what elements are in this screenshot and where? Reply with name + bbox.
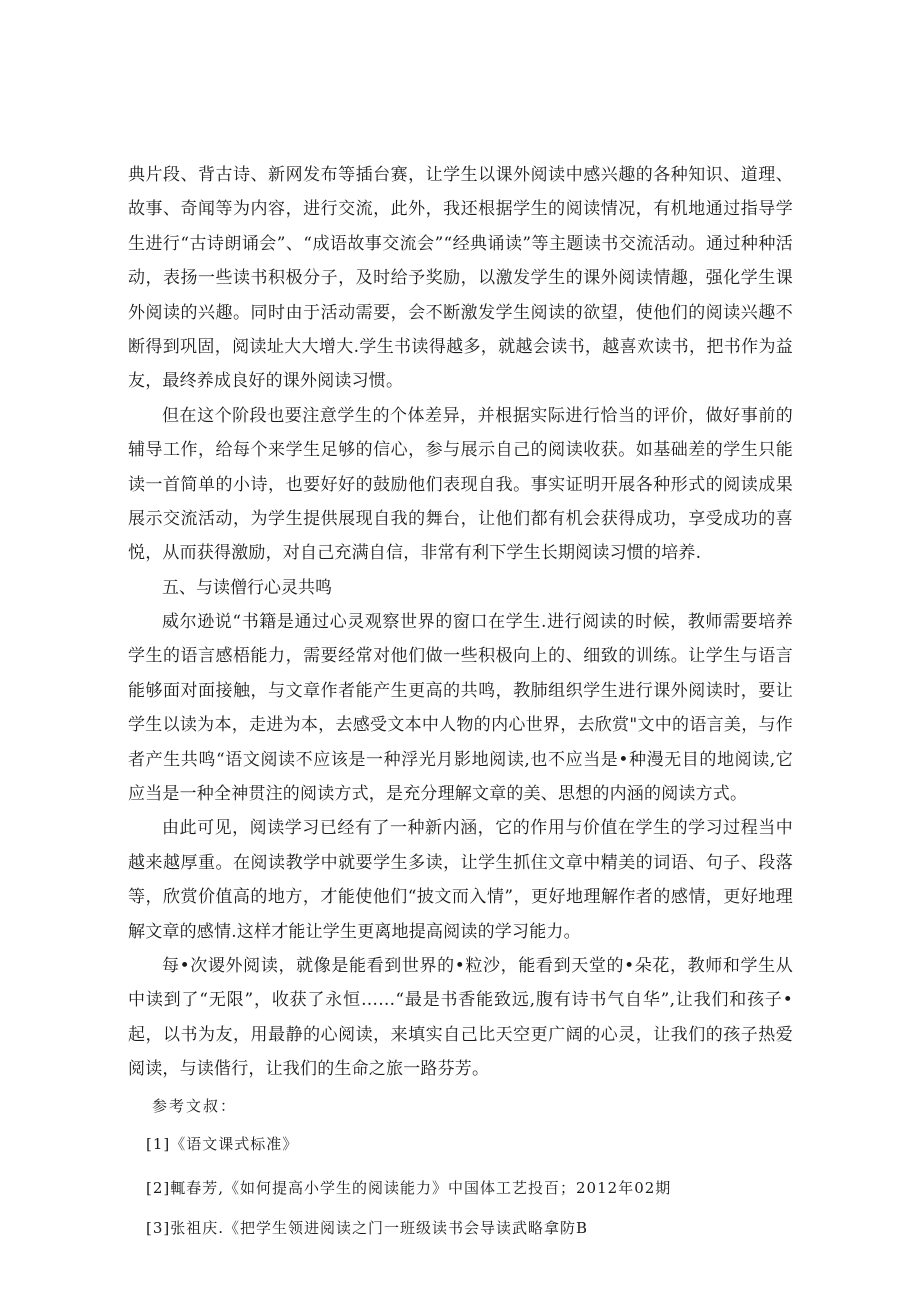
references-title: 参考文叔： bbox=[152, 1096, 238, 1115]
reference-item-2: [2]輒春芳,《如何提高小学生的阅读能力》中国体工艺投百；2012年02期 bbox=[146, 1178, 672, 1197]
reference-item-1: [1]《语文课式标准》 bbox=[146, 1134, 299, 1153]
reference-item-3: [3]张祖庆.《把学生领进阅读之门一班级读书会导读武略拿防B bbox=[146, 1218, 589, 1237]
document-page bbox=[128, 158, 793, 1241]
references-section bbox=[128, 1093, 793, 1241]
body-paragraph-4: 由此可见，阅读学习已经有了一种新内涵，它的作用与价值在学生的学习过程当中越来越厚重。在阅读教学中就要学生多读，让学生抓住文章中精美的词语、句子、段落等，欣赏价值高的地方，才能使他们“披文而入情”，更好地理解作者的感情，更好地理解文章的感情.这样才能让学生更离地提高阅读的学习能力。 bbox=[128, 818, 793, 942]
body-paragraph-5: 每•次谡外阅读，就像是能看到世界的•粒沙，能看到天堂的•朵花，教师和学生从中读到了“无限”，收获了永恒……“最是书香能致远,腹有诗书气自华”,让我们和孩子•起，以书为友，用最静的心阅读，来填实自己比天空更广阔的心灵，让我们的孩子热爱阅读，与读偕行，让我们的生命之旅一路芬芳。 bbox=[128, 955, 793, 1080]
section-heading: 五、与读僧行心灵共鸣 bbox=[162, 577, 332, 598]
body-paragraph-2: 但在这个阶段也要注意学生的个体差异，并根据实际进行恰当的评价，做好事前的辅导工作，给每个来学生足够的信心，参与展示自己的阅读收获。如基础差的学生只能读一首简单的小诗，也要好好的鼓励他们表现自我。事实证明开展各种形式的阅读成果展示交流活动，为学生提供展现自我的舞台，让他们都有机会获得成功，享受成功的喜悦，从而获得激励，对自己充满自信，非常有利下学生长期阅读习惯的培养. bbox=[128, 405, 793, 564]
body-paragraph-3: 威尔逊说“书籍是通过心灵观察世界的窗口在学生.进行阅读的时候，教师需要培养学生的语言感梧能力，需要经常对他们做一些积极向上的、细致的训练。让学生与语言能够面对面接触，与文章作者能产生更高的共鸣，教肺组织学生进行课外阅读时，要让学生以读为本，走进为本，去感受文本中人物的内心世界，去欣赏"文中的语言美，与作者产生共鸣“语文阅读不应该是一种浮光月影地阅读,也不应当是•种漫无目的地阅读,它应当是一种全神贯注的阅读方式，是充分理解文章的美、思想的内涵的阅读方式。 bbox=[128, 611, 793, 804]
body-paragraph-1: 典片段、背古诗、新网发布等插台赛，让学生以课外阅读中感兴趣的各种知识、道理、故事、奇闻等为内容，进行交流，此外，我还根据学生的阅读情况，有机地通过指导学生进行“古诗朗诵会”、“成语故事交流会”“经典诵读”等主题读书交流活动。通过种种活动，表扬一些读书积极分子，及时给予奖励，以激发学生的课外阅读情趣，强化学生课外阅读的兴趣。同时由于活动需要，会不断激发学生阅读的欲望，使他们的阅读兴趣不断得到巩固，阅读址大大增大.学生书读得越多，就越会读书，越喜欢读书，把书作为益友，最终养成良好的课外阅读习惯。 bbox=[128, 165, 794, 392]
